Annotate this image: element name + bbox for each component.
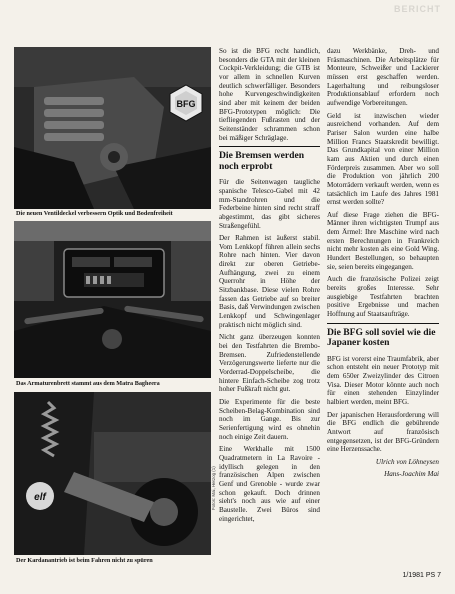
photo-shaft-drive xyxy=(14,392,211,555)
subheading: Die BFG soll soviel wie die Japaner kosten xyxy=(327,323,439,349)
paragraph: Geld ist inzwischen wieder ausreichend vorhanden. Auf dem Pariser Salon wurden eine halbe Million Francs Staatskredit bewilligt. Das Grundkapital von einer Million kam aus Aktien und durch einen Förderpreis zusammen. Aber wo soll die Produktion von jährlich 200 Motorrädern verkauft werden, wenn es tatsächlich im Laufe des Jahres 1981 ernst werden sollte? xyxy=(327,111,439,207)
paragraph: Die Experimente für die beste Scheiben-Belag-Kombination sind noch im Gange. Bis zur Serienfertigung wird es ohnehin noch einige Zeit dauern. xyxy=(219,397,320,441)
photo-caption: Der Kardanantrieb ist beim Fahren nicht zu spüren xyxy=(16,557,153,564)
paragraph: BFG ist vorerst eine Traumfabrik, aber schon entsteht ein neuer Prototyp mit dem 650er Zweizylinder des Citroen Visa. Dieser Motor könnte auch noch für einen stehenden Einzylinder halbiert werden, meint BFG. xyxy=(327,354,439,406)
subheading: Die Bremsen werden noch erprobt xyxy=(219,146,320,172)
paragraph: Der Rahmen ist äußerst stabil. Vom Lenkkopf führen allein sechs Rohre nach hinten. Vier davon direkt zur oberen Getriebe-Aufhängung, zwei zu einem Querrohr in Höhe der Sitzbankbase. Diese vielen Rohre fassen das Getriebe auf so breiter Basis, daß Verwindungen zwischen Lenkkopf und Schwingenlager praktisch nicht möglich sind. xyxy=(219,234,321,329)
page-folio: 1/1981 PS 7 xyxy=(402,572,441,579)
photo-credit: Fotos: Mai, Herzog (1) xyxy=(211,466,216,510)
author-signature: Hans-Joachim Mai xyxy=(384,470,439,479)
photo-engine xyxy=(14,47,211,209)
elf-logo-icon xyxy=(26,482,54,510)
paragraph: Nicht ganz überzeugen konnten bei den Testfahrten die Brembo-Bremsen. Zufriedenstellende Verzögerungswerte lieferte nur die Vorderrad-Doppelscheibe, die hintere Einfach-Scheibe zog trotz hoher Fußkraft nicht gut. xyxy=(219,333,320,394)
paragraph: Eine Werkhalle mit 1500 Quadratmetern in La Ravoire - idyllisch gelegen in den französischen Alpen zwischen Genf und Grenoble - wurde zwar schon gekauft. Doch drinnen sieht's noch aus wie auf einer Baustelle. Zwei Büros sind eingerichtet, xyxy=(219,445,320,523)
svg-text:BFG: BFG xyxy=(176,99,196,109)
section-header: BERICHT xyxy=(394,4,441,14)
article-column-1 xyxy=(219,47,320,527)
photo-caption: Das Armaturenbrett stammt aus dem Matra Bagheera xyxy=(16,380,160,387)
paragraph: Auf diese Frage ziehen die BFG-Männer ihren wichtigsten Trumpf aus dem Ärmel: Ihre Maschine wird nach ersten Berechnungen in Frankreich nicht mehr kosten als eine Gold Wing. Hundert Bestellungen, so behaupten sie, seien bereits eingegangen. xyxy=(327,210,439,271)
svg-text:elf: elf xyxy=(34,492,46,503)
paragraph: dazu Werkbänke, Dreh- und Fräsmaschinen. Die Arbeitsplätze für Monteure, Schweißer und Lackierer müssen erst geschaffen werden. Lagerhaltung und reibungsloser Produktionsablauf erfordern noch aufwendige Vorbereitungen. xyxy=(327,47,439,107)
article-column-2 xyxy=(327,47,439,483)
author-signature: Ulrich von Löhneysen xyxy=(375,457,439,466)
paragraph: Auch die französische Polizei zeigt bereits großes Interesse. Sehr ausgiebige Testfahrten brachten positive Ergebnisse und machen Hoffnung auf Staatsaufträge. xyxy=(327,275,439,319)
paragraph: So ist die BFG recht handlich, besonders die GTA mit der kleinen Cockpit-Verkleidung; die GTB ist vor allem in schnellen Kurven deutlich schwerfälliger. Besonders hohe Kurvengeschwindigkeiten sind aber mit keinem der beiden BFG-Prototypen möglich: Die tiefliegenden Fußrasten und der Seitenständer schrammen schon bei mäßiger Schräglage. xyxy=(219,47,320,142)
paragraph: Der japanischen Herausforderung will die BFG endlich die gebührende Antwort auf französisch entgegensetzen, ist der BFG-Gründern eine Herzenssache. xyxy=(327,410,439,454)
photo-dashboard xyxy=(14,221,211,378)
photo-caption: Die neuen Ventildeckel verbessern Optik und Bodenfreiheit xyxy=(16,210,173,217)
paragraph: Für die Seitenwagen taugliche spanische Telesco-Gabel mit 42 mm-Standrohren und die Federbeine hinten sind recht straff abgestimmt, das gibt sicheres Straßengefühl. xyxy=(219,178,320,230)
